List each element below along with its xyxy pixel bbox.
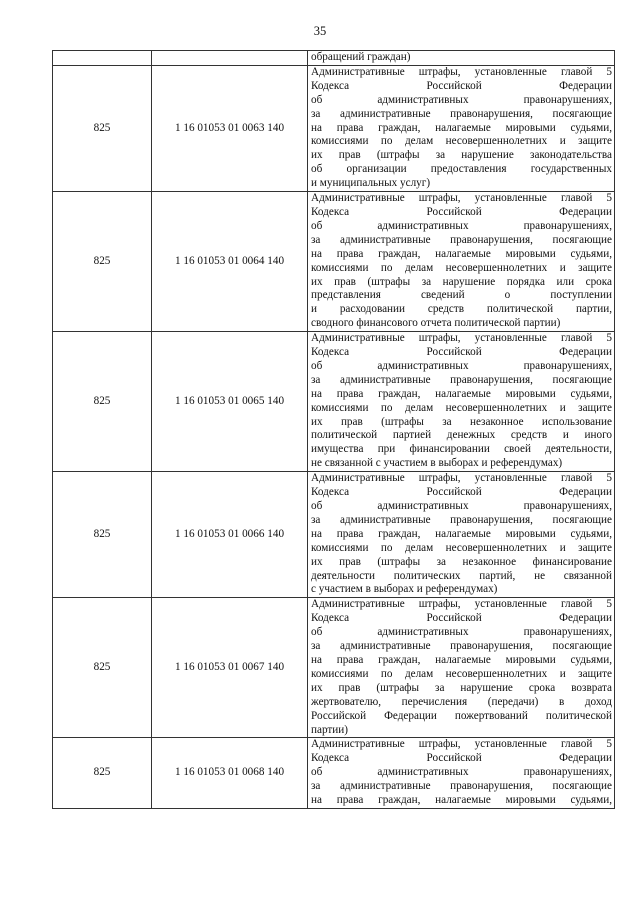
description-line: Кодекса Российской Федерации <box>311 79 612 92</box>
description-line: об административных правонарушениях, <box>311 359 612 372</box>
kbk-code-cell: 1 16 01053 01 0064 140 <box>152 192 308 332</box>
description-line: Административные штрафы, установленные главой 5 <box>311 738 612 751</box>
description-cell <box>308 65 615 191</box>
description-cell <box>308 51 615 66</box>
description-line: комиссиями по делам несовершеннолетних и защите <box>311 401 612 414</box>
description-line: комиссиями по делам несовершеннолетних и защите <box>311 541 612 554</box>
table-row <box>53 598 615 738</box>
description-line: партии) <box>311 723 348 736</box>
description-line: комиссиями по делам несовершеннолетних и защите <box>311 667 612 680</box>
description-cell <box>308 738 615 809</box>
description-line: деятельности политических партий, не связанной <box>311 569 612 582</box>
admin-code-cell: 825 <box>53 738 152 809</box>
description-line: Административные штрафы, установленные главой 5 <box>311 598 612 611</box>
admin-code-cell: 825 <box>53 472 152 598</box>
description-line: их прав (штрафы за нарушение срока возврата <box>311 681 612 694</box>
table-row <box>53 51 615 66</box>
description-line: их прав (штрафы за нарушение законодательства <box>311 149 612 162</box>
description-line: жертвователю, перечисления (передачи) в доход <box>311 695 612 708</box>
admin-code-cell <box>53 51 152 66</box>
description-line: об административных правонарушениях, <box>311 626 612 639</box>
description-line: сводного финансового отчета политической партии) <box>311 317 561 330</box>
description-line: обращений граждан) <box>311 51 411 63</box>
kbk-code-cell <box>152 51 308 66</box>
description-line: их прав (штрафы за незаконное использование <box>311 415 612 428</box>
description-line: об организации предоставления государственных <box>311 163 612 176</box>
description-line: об административных правонарушениях, <box>311 219 612 232</box>
table-row <box>53 472 615 598</box>
description-line: их прав (штрафы за незаконное финансирование <box>311 555 612 568</box>
description-line: политической партией денежных средств и иного <box>311 429 612 442</box>
description-line: об административных правонарушениях, <box>311 93 612 106</box>
kbk-code-cell: 1 16 01053 01 0065 140 <box>152 332 308 472</box>
description-line: об административных правонарушениях, <box>311 766 612 779</box>
description-line: комиссиями по делам несовершеннолетних и защите <box>311 135 612 148</box>
description-line: Административные штрафы, установленные главой 5 <box>311 192 612 205</box>
description-line: за административные правонарушения, посягающие <box>311 513 612 526</box>
description-line: представления сведений о поступлении <box>311 289 612 302</box>
description-line: Административные штрафы, установленные главой 5 <box>311 65 612 78</box>
description-line: Кодекса Российской Федерации <box>311 612 612 625</box>
description-line: имущества при финансировании своей деятельности, <box>311 443 612 456</box>
admin-code-cell: 825 <box>53 192 152 332</box>
admin-code-cell: 825 <box>53 332 152 472</box>
table-row <box>53 65 615 191</box>
table-row <box>53 192 615 332</box>
description-cell <box>308 472 615 598</box>
description-line: на права граждан, налагаемые мировыми судьями, <box>311 247 612 260</box>
kbk-code-cell: 1 16 01053 01 0068 140 <box>152 738 308 809</box>
description-line: с участием в выборах и референдумах) <box>311 583 498 596</box>
description-line: на права граждан, налагаемые мировыми судьями, <box>311 387 612 400</box>
description-line: Кодекса Российской Федерации <box>311 205 612 218</box>
budget-classification-table <box>52 50 615 809</box>
description-line: на права граждан, налагаемые мировыми судьями, <box>311 527 612 540</box>
kbk-code-cell: 1 16 01053 01 0067 140 <box>152 598 308 738</box>
description-cell <box>308 192 615 332</box>
description-line: на права граждан, налагаемые мировыми судьями, <box>311 121 612 134</box>
description-line: за административные правонарушения, посягающие <box>311 640 612 653</box>
description-line: и расходовании средств политической партии, <box>311 303 612 316</box>
description-line: за административные правонарушения, посягающие <box>311 780 612 793</box>
description-line: за административные правонарушения, посягающие <box>311 373 612 386</box>
table-row <box>53 738 615 809</box>
description-line: за административные правонарушения, посягающие <box>311 233 612 246</box>
table-body <box>53 51 615 809</box>
description-line: на права граждан, налагаемые мировыми судьями, <box>311 794 612 807</box>
description-line: Административные штрафы, установленные главой 5 <box>311 332 612 345</box>
admin-code-cell: 825 <box>53 65 152 191</box>
description-line: их прав (штрафы за нарушение порядка или срока <box>311 275 612 288</box>
kbk-code-cell: 1 16 01053 01 0063 140 <box>152 65 308 191</box>
description-line: Кодекса Российской Федерации <box>311 346 612 359</box>
description-line: Кодекса Российской Федерации <box>311 486 612 499</box>
description-line: Кодекса Российской Федерации <box>311 752 612 765</box>
table-row <box>53 332 615 472</box>
description-line: на права граждан, налагаемые мировыми судьями, <box>311 653 612 666</box>
description-cell <box>308 332 615 472</box>
description-line: Административные штрафы, установленные главой 5 <box>311 472 612 485</box>
page-number: 35 <box>313 24 327 38</box>
description-line: об административных правонарушениях, <box>311 500 612 512</box>
description-cell <box>308 598 615 738</box>
description-line: комиссиями по делам несовершеннолетних и защите <box>311 261 612 274</box>
description-line: не связанной с участием в выборах и референдумах) <box>311 457 563 470</box>
description-line: и муниципальных услуг) <box>311 177 431 190</box>
admin-code-cell: 825 <box>53 598 152 738</box>
description-line: Российской Федерации пожертвований политической <box>311 709 612 722</box>
kbk-code-cell: 1 16 01053 01 0066 140 <box>152 472 308 598</box>
description-line: за административные правонарушения, посягающие <box>311 107 612 120</box>
